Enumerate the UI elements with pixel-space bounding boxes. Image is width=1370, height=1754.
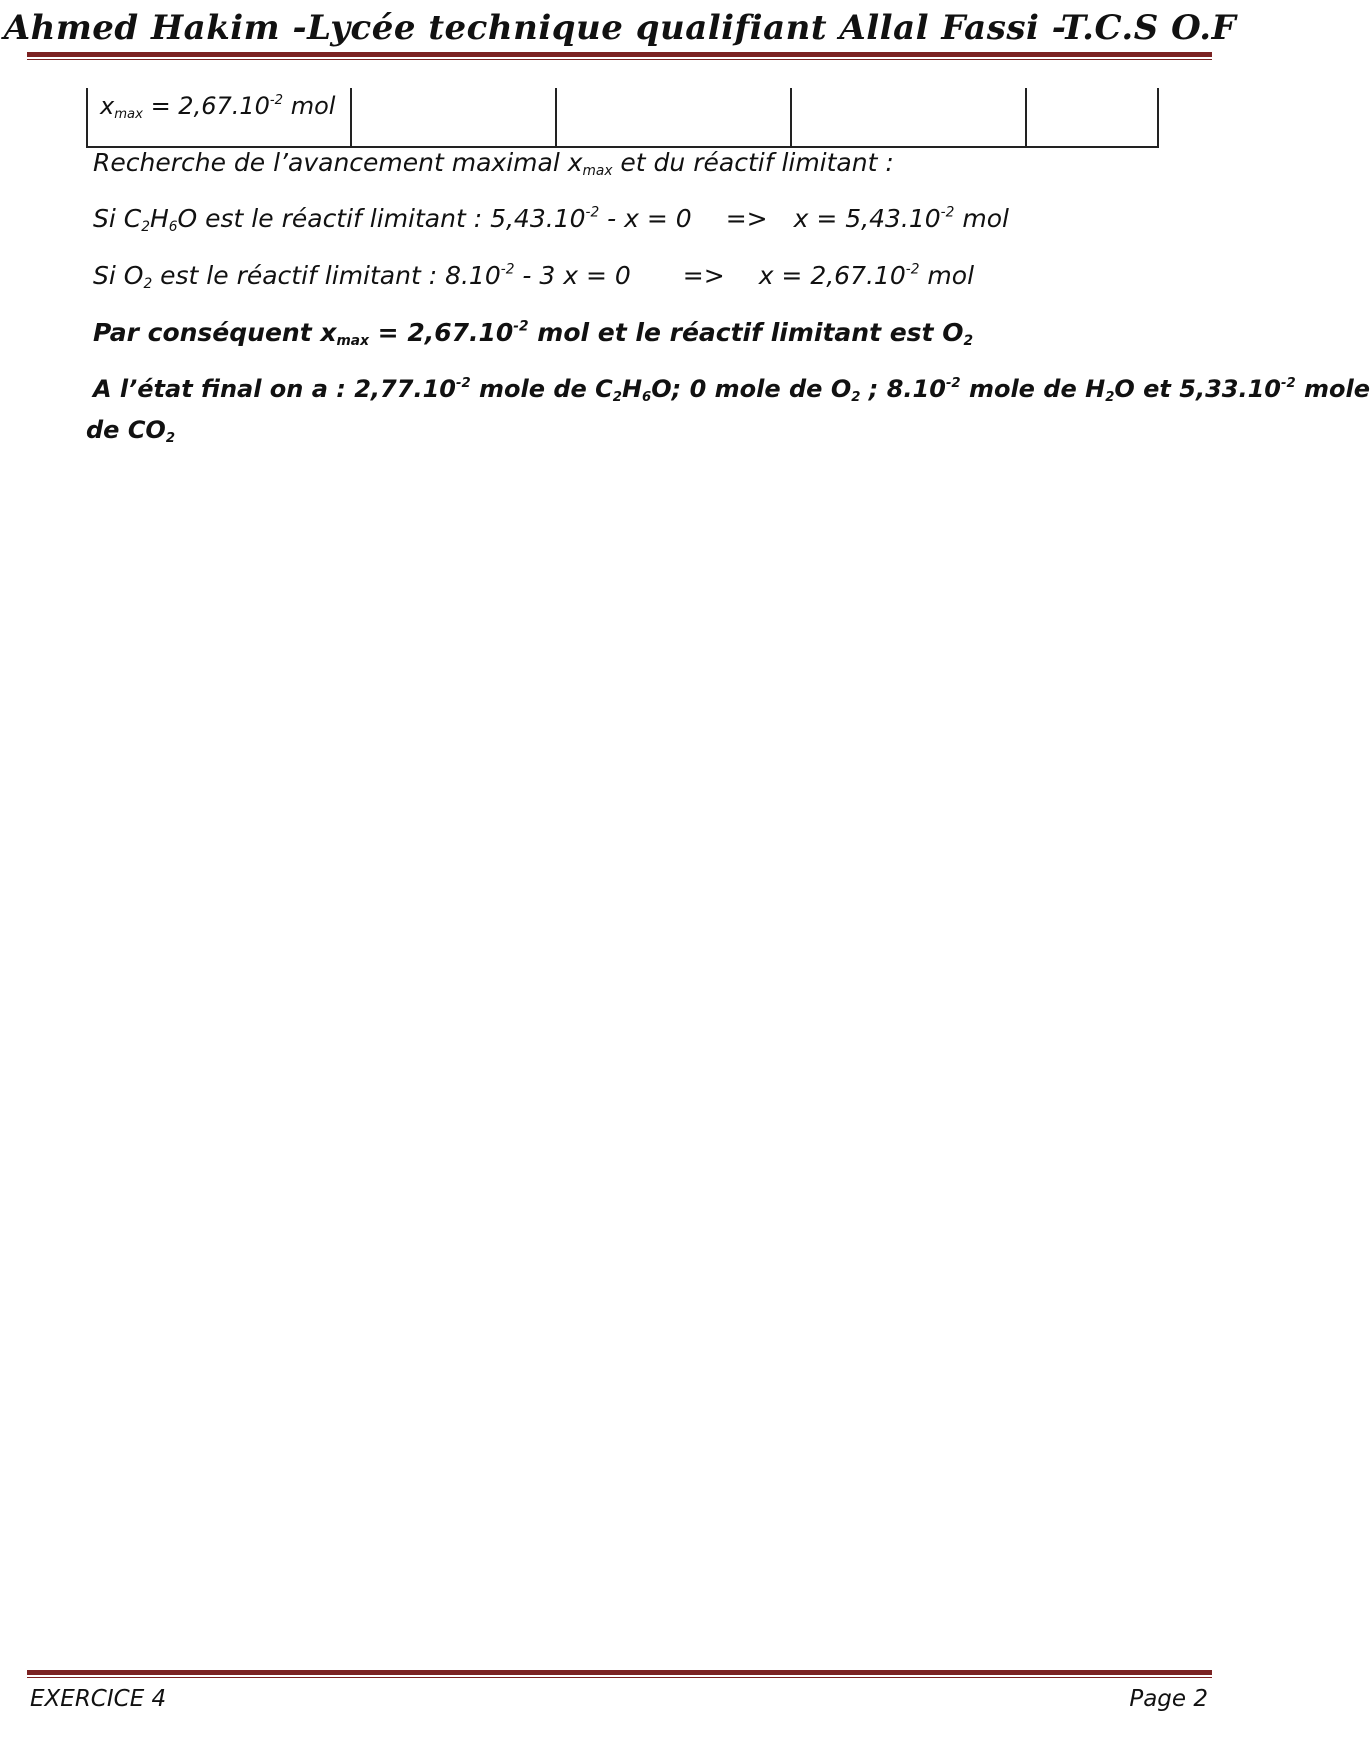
text-line-conclusion: Par conséquent $x_{max} = 2,67.10^{-2}$ mol et le réactif limitant est $O_2$ <box>93 318 974 350</box>
text-line-final-state: A l’état final on a : $2,77.10^{-2}$ mole de $C_2H_6O$; 0 mole de $O_2$ ; $8.10^{-2}$ mole de $H_2O$ et $5,33.10^{-2}$ mole <box>93 375 1370 405</box>
header-rule-thick <box>27 52 1212 57</box>
table-column-divider <box>790 88 792 146</box>
advancement-table-row <box>86 88 1159 148</box>
page-header-title: Ahmed Hakim -Lycée technique qualifiant Allal Fassi -T.C.S O.F <box>3 8 1237 48</box>
text-line-final-state-cont: de $CO_2$ <box>86 416 176 446</box>
table-cell-xmax: $x_{max} = 2,67.10^{-2}$ mol <box>100 92 336 122</box>
footer-rule-thick <box>27 1670 1212 1675</box>
text-line-xmax-search: Recherche de l’avancement maximal $x_{max}$ et du réactif limitant : <box>93 148 894 180</box>
text-line-oxygen-limiting: Si $O_2$ est le réactif limitant : $8.10^{-2} - 3$ $x = 0 => x = 2,67.10^{-2}$ mol <box>93 261 975 293</box>
text-line-ethanol-limiting: Si $C_2H_6O$ est le réactif limitant : $5,43.10^{-2} - x = 0 => x = 5,43.10^{-2}$ mol <box>93 204 1009 236</box>
footer-exercise-label: EXERCICE 4 <box>30 1686 167 1712</box>
header-rule-thin <box>27 59 1212 60</box>
footer-rule-thin <box>27 1677 1212 1678</box>
table-column-divider <box>1025 88 1027 146</box>
table-column-divider <box>350 88 352 146</box>
footer-page-number: Page 2 <box>1129 1686 1208 1712</box>
table-column-divider <box>555 88 557 146</box>
